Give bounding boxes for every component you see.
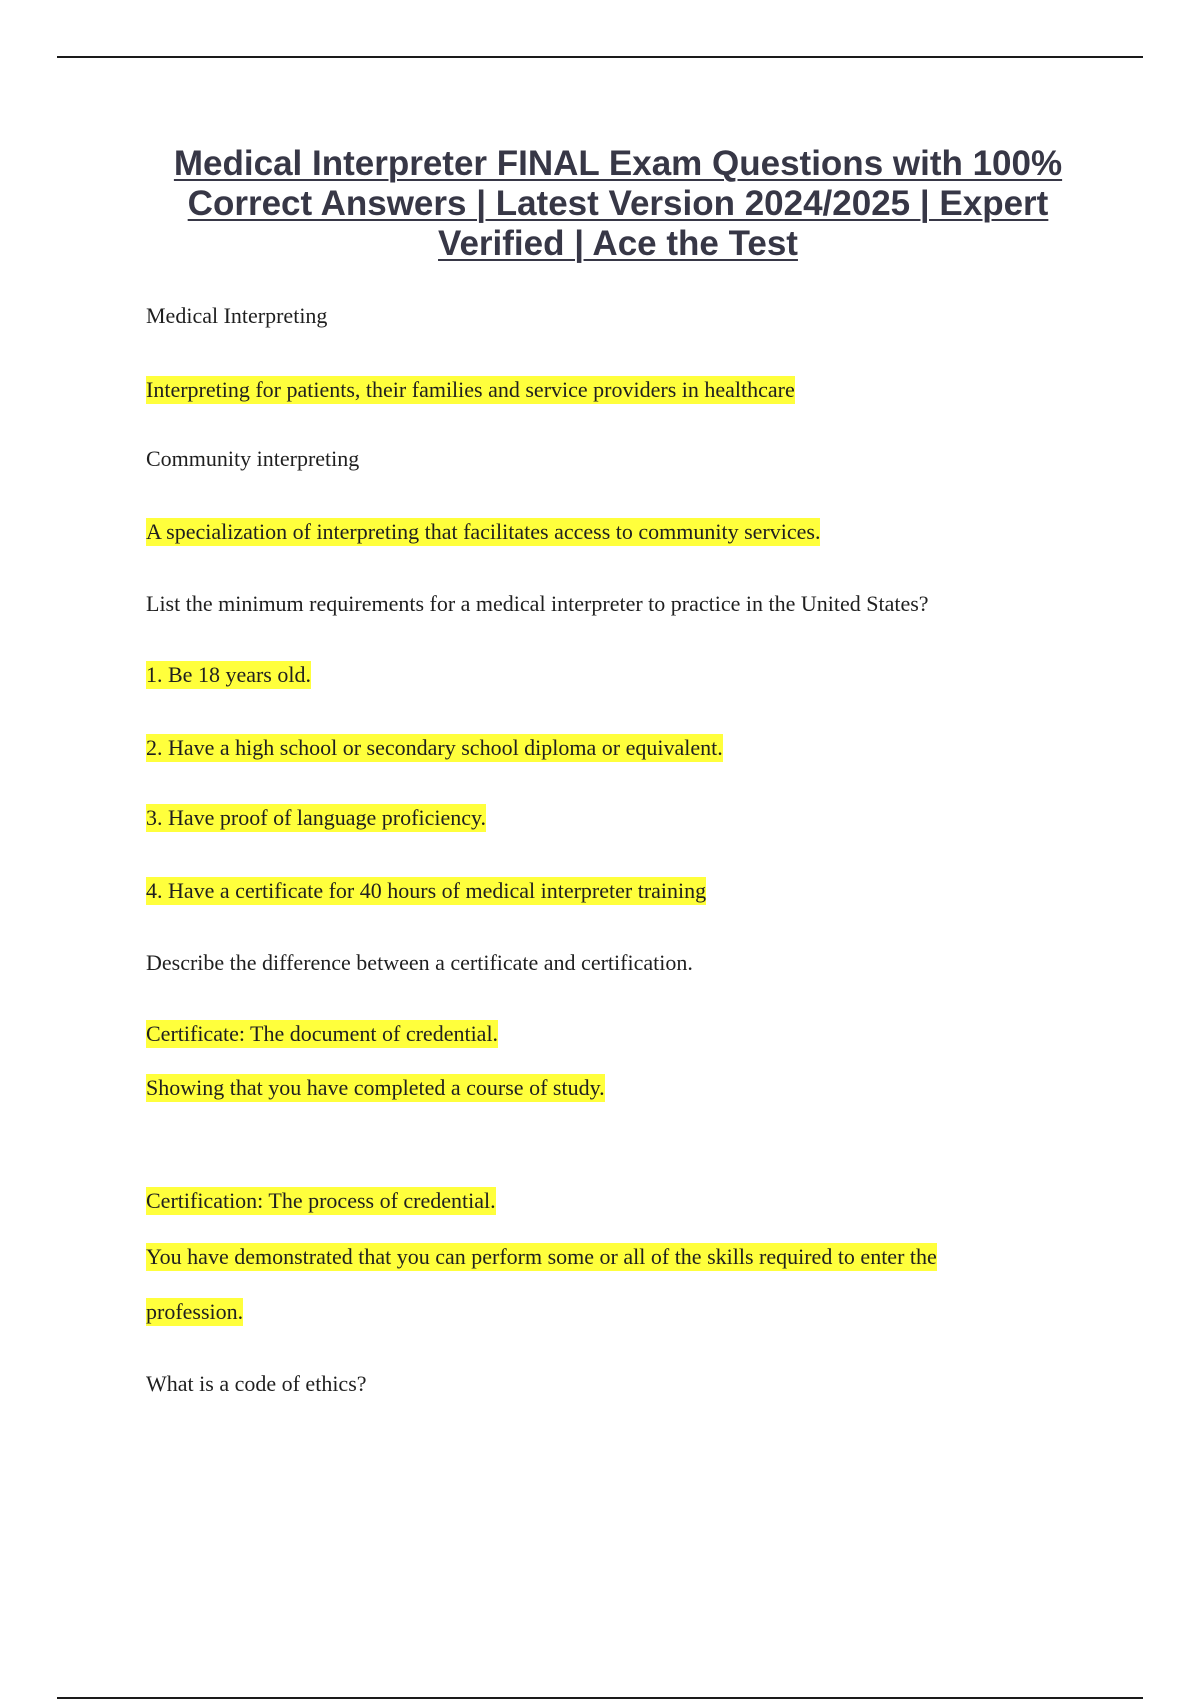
question-line: [146, 302, 327, 330]
answer-line: [146, 804, 486, 832]
highlighted-text: Showing that you have completed a course of study.: [146, 1075, 605, 1100]
answer-line: [146, 518, 820, 546]
question-line: [146, 1370, 367, 1398]
answer-line: [146, 1074, 605, 1102]
highlighted-text: profession.: [146, 1299, 244, 1324]
answer-line: [146, 661, 311, 689]
highlighted-text: 2. Have a high school or secondary school diploma or equivalent.: [146, 735, 723, 760]
line-text: List the minimum requirements for a medical interpreter to practice in the United States?: [146, 591, 929, 616]
question-line: [146, 590, 929, 618]
highlighted-text: Certificate: The document of credential.: [146, 1021, 499, 1046]
document-title: Medical Interpreter FINAL Exam Questions with 100% Correct Answers | Latest Version 2024/2025 | Expert Verified | Ace the Test: [173, 144, 1063, 263]
answer-line: [146, 1020, 498, 1048]
highlighted-text: 4. Have a certificate for 40 hours of medical interpreter training: [146, 878, 707, 903]
line-text: Describe the difference between a certificate and certification.: [146, 950, 693, 975]
question-line: [146, 949, 693, 977]
highlighted-text: You have demonstrated that you can perform some or all of the skills required to enter the: [146, 1244, 937, 1269]
top-rule: [57, 56, 1143, 58]
line-text: Community interpreting: [146, 446, 360, 471]
question-line: [146, 445, 359, 473]
highlighted-text: Interpreting for patients, their families and service providers in healthcare: [146, 377, 795, 402]
answer-line: [146, 376, 795, 404]
bottom-rule: [57, 1697, 1143, 1699]
answer-line: [146, 734, 723, 762]
line-text: What is a code of ethics?: [146, 1371, 367, 1396]
answer-line: [146, 877, 706, 905]
highlighted-text: 3. Have proof of language proficiency.: [146, 805, 487, 830]
answer-line: [146, 1243, 937, 1271]
answer-line: [146, 1187, 496, 1215]
highlighted-text: A specialization of interpreting that facilitates access to community services.: [146, 519, 821, 544]
line-text: Medical Interpreting: [146, 303, 328, 328]
answer-line: [146, 1298, 243, 1326]
highlighted-text: 1. Be 18 years old.: [146, 662, 311, 687]
highlighted-text: Certification: The process of credential.: [146, 1188, 496, 1213]
